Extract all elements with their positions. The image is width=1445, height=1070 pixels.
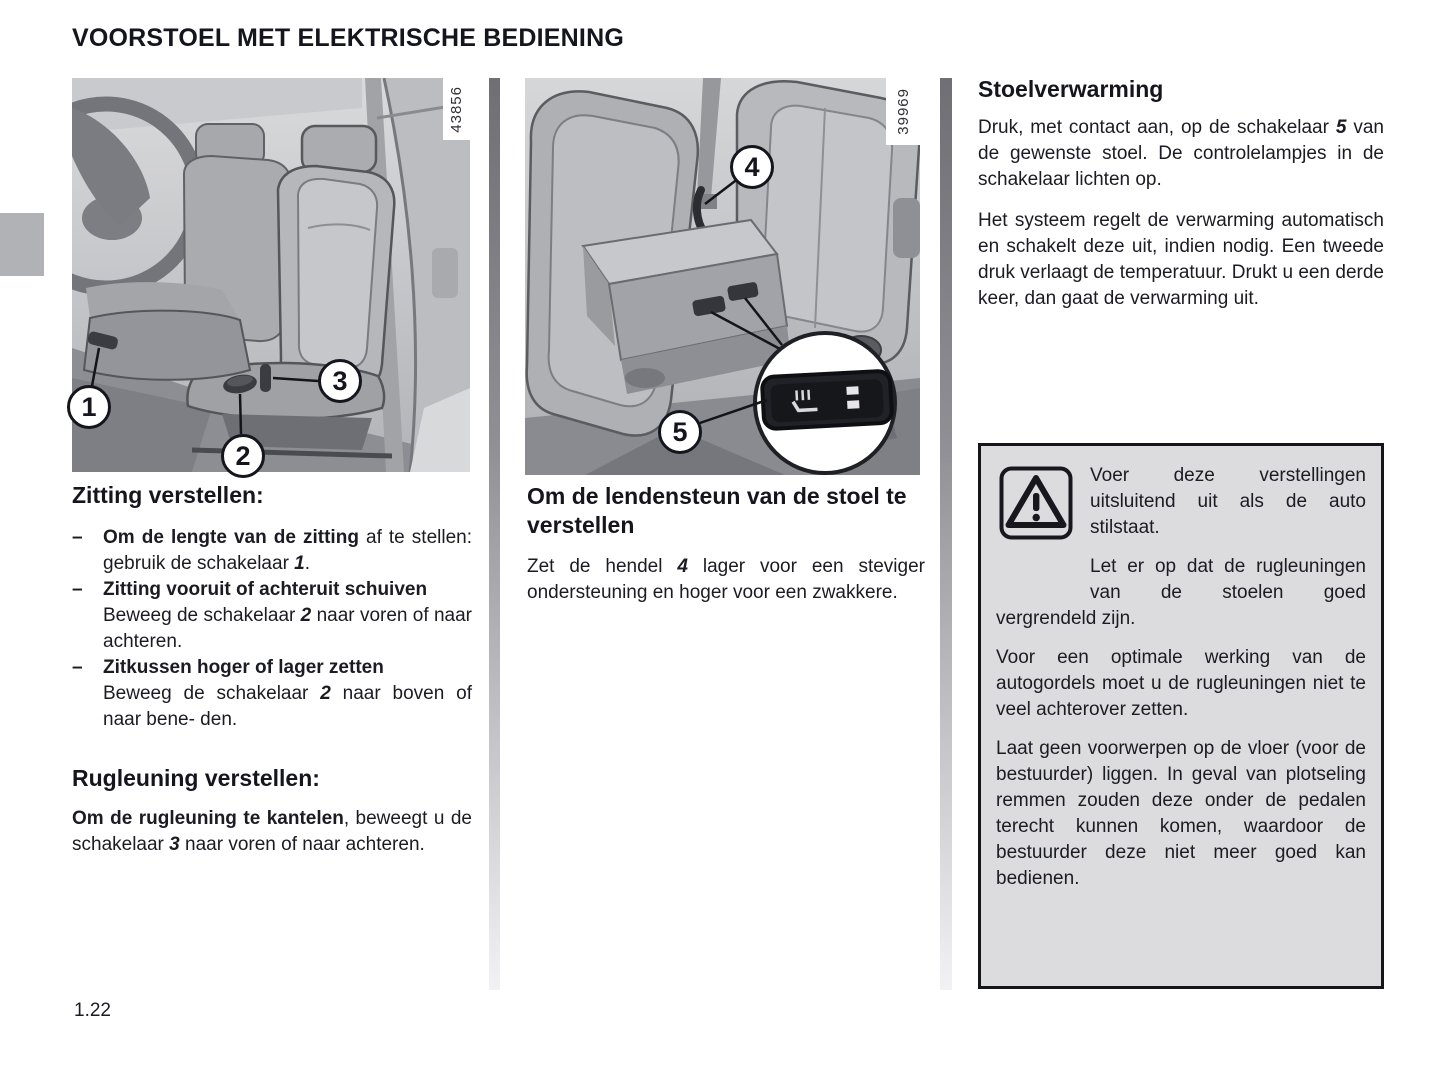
warning-icon	[999, 466, 1073, 540]
stoelverwarming-heading: Stoelverwarming	[978, 76, 1164, 102]
heating-paragraph: Het systeem regelt de verwarming automatisch en schakelt deze uit, indien nodig. Een tweede druk verlaagt de temperatuur. Drukt u een derde keer, dan gaat de verwarming uit.	[978, 210, 1384, 309]
figure-console-heated-seat	[525, 78, 920, 475]
rugleuning-heading: Rugleuning verstellen:	[72, 765, 320, 791]
column-separator	[489, 78, 500, 990]
indicator-light-2	[847, 400, 859, 409]
dash-bullet: –	[72, 579, 83, 600]
list-item	[72, 577, 472, 655]
list-item-text: Zitkussen hoger of lager zetten Beweeg de schakelaar 2 naar boven of naar bene- den.	[103, 657, 473, 730]
figure-image-id: 39969	[894, 88, 912, 135]
callout-2: 2	[221, 434, 265, 478]
dash-bullet: –	[72, 527, 83, 548]
warning-box	[978, 443, 1384, 989]
page-number: 1.22	[74, 1000, 111, 1021]
list-item	[72, 655, 472, 733]
list-item-text: Zitting vooruit of achteruit schuiven Beweeg de schakelaar 2 naar voren of naar achteren.	[103, 579, 472, 652]
callout-1: 1	[67, 385, 111, 429]
page-title: VOORSTOEL MET ELEKTRISCHE BEDIENING	[72, 24, 624, 52]
warning-paragraph: Let er op dat de rugleuningen van de stoelen goed vergrendeld zijn.	[996, 556, 1366, 629]
warning-paragraph: Voer deze verstellingen uitsluitend uit als de auto stilstaat.	[1090, 465, 1366, 538]
heated-seat-switch	[762, 371, 893, 430]
image-id-patch	[886, 78, 920, 145]
zitting-heading: Zitting verstellen:	[72, 482, 264, 508]
heating-section	[978, 76, 1384, 312]
zitting-list	[72, 525, 472, 733]
warning-paragraph: Laat geen voorwerpen op de vloer (voor de bestuurder) liggen. In geval van plotseling remmen zouden deze onder de pedalen terecht kunnen komen, waardoor de bestuurder deze niet meer goed kan bedienen.	[996, 738, 1366, 889]
seat-adjust-section	[72, 482, 472, 858]
callout-5: 5	[658, 410, 702, 454]
figure-image-id: 43856	[448, 85, 465, 133]
callout-3: 3	[318, 359, 362, 403]
console-illustration	[525, 78, 920, 475]
list-item-text: Om de lengte van de zitting af te stellen: gebruik de schakelaar 1.	[103, 527, 473, 574]
column-separator	[940, 78, 952, 990]
indicator-light-1	[846, 386, 858, 395]
list-item	[72, 525, 472, 577]
lumbar-section	[527, 482, 925, 606]
dash-bullet: –	[72, 657, 83, 678]
section-edge-tab	[0, 213, 44, 276]
lumbar-heading: Om de lendensteun van de stoel te verstellen	[527, 483, 907, 538]
warning-paragraph: Voor een optimale werking van de autogordels moet u de rugleuningen niet te veel achterover zetten.	[996, 647, 1366, 720]
rugleuning-paragraph: Om de rugleuning te kantelen, beweegt u de schakelaar 3 naar voren of naar achteren.	[72, 808, 472, 855]
lumbar-paragraph: Zet de hendel 4 lager voor een steviger ondersteuning en hoger voor een zwakkere.	[527, 556, 925, 603]
callout-4: 4	[730, 145, 774, 189]
figure-front-seat-controls	[72, 78, 470, 472]
front-seat-illustration	[72, 78, 470, 472]
image-id-patch	[443, 78, 470, 140]
heating-paragraph: Druk, met contact aan, op de schakelaar 5 van de gewenste stoel. De controlelampjes in de schakelaar lichten op.	[978, 117, 1384, 190]
